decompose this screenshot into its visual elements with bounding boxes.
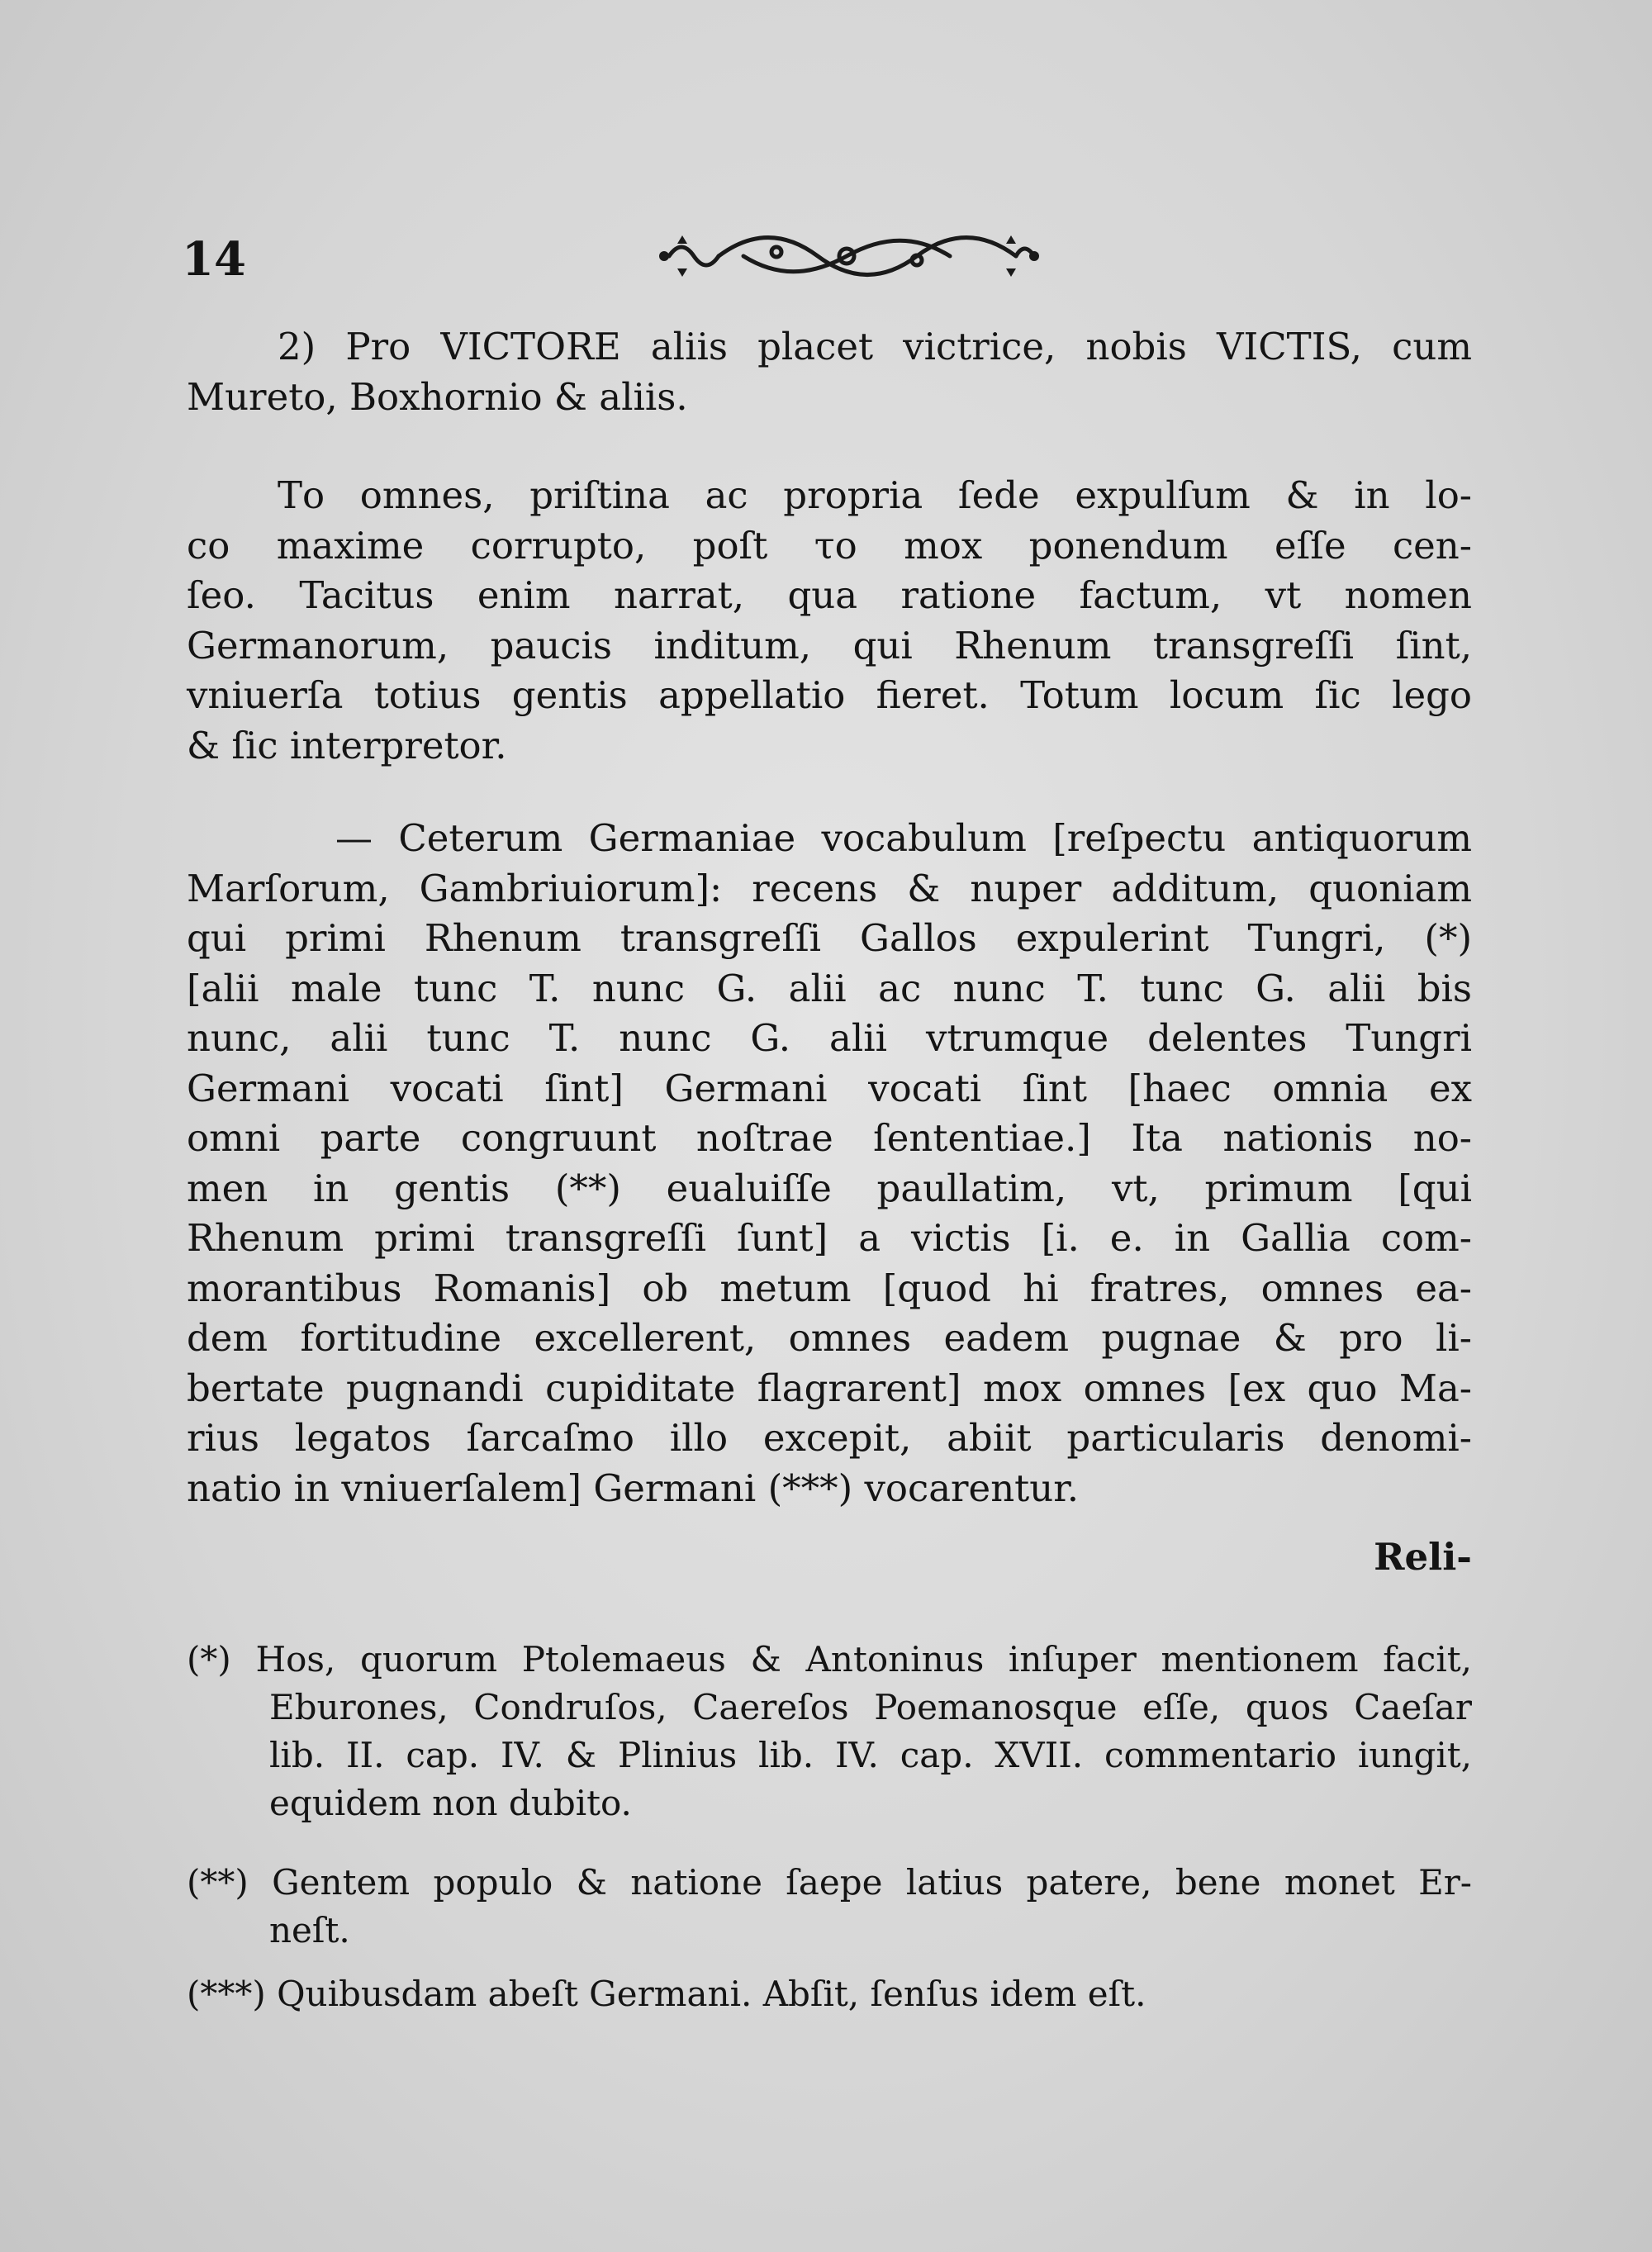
page-number: 14	[182, 232, 246, 287]
footnote-3	[187, 1970, 1472, 2018]
text-line: nunc, alii tunc T. nunc G. alii vtrumque delentes Tungri	[187, 1016, 1472, 1060]
paragraph-1	[187, 322, 1472, 422]
text-line: — Ceterum Germaniae vocabulum [reſpectu antiquorum	[335, 816, 1472, 860]
text-line: dem fortitudine excellerent, omnes eadem pugnae & pro li-	[187, 1316, 1472, 1360]
text-line: 2) Pro VICTORE aliis placet victrice, nobis VICTIS, cum	[278, 325, 1472, 368]
text-line: Germanorum, paucis inditum, qui Rhenum transgreſſi ſint,	[187, 623, 1472, 668]
footnote-2	[187, 1859, 1472, 1955]
text-line: bertate pugnandi cupiditate flagrarent] mox omnes [ex quo Ma-	[187, 1366, 1472, 1410]
text-line: qui primi Rhenum transgreſſi Gallos expulerint Tungri, (*)	[187, 916, 1472, 960]
text-line: co maxime corrupto, poſt το mox ponendum eſſe cen-	[187, 523, 1472, 568]
text-line: omni parte congruunt noſtrae ſententiae.] Ita nationis no-	[187, 1116, 1472, 1160]
page-header	[182, 227, 1470, 302]
text-line: Marſorum, Gambriuiorum]: recens & nuper additum, quoniam	[187, 866, 1472, 910]
text-line: Germani vocati ſint] Germani vocati ſint [haec omnia ex	[187, 1066, 1472, 1110]
decorative-flourish-icon	[653, 227, 1041, 285]
footnote-line: equidem non dubito.	[269, 1783, 632, 1823]
footnote-line: (*) Hos, quorum Ptolemaeus & Antoninus inſuper mentionem facit,	[187, 1639, 1472, 1679]
footnote-line: Eburones, Condruſos, Caereſos Poemanosque eſſe, quos Caeſar	[269, 1687, 1472, 1727]
text-line: Mureto, Boxhornio & aliis.	[187, 374, 688, 419]
text-line: men in gentis (**) eualuiſſe paullatim, vt, primum [qui	[187, 1166, 1472, 1210]
text-line: ſeo. Tacitus enim narrat, qua ratione factum, vt nomen	[187, 573, 1472, 617]
catchword: Reli-	[1374, 1535, 1472, 1579]
text-line: vniuerſa totius gentis appellatio fieret. Totum locum ſic lego	[187, 673, 1472, 717]
text-line: morantibus Romanis] ob metum [quod hi fratres, omnes ea-	[187, 1266, 1472, 1310]
text-line: rius legatos ſarcaſmo illo excepit, abiit particularis denomi-	[187, 1416, 1472, 1460]
footnote-line: (***) Quibusdam abeſt Germani. Abſit, ſenſus idem eſt.	[187, 1974, 1146, 2014]
footnote-line: neſt.	[269, 1910, 350, 1950]
text-line: [alii male tunc T. nunc G. alii ac nunc T. tunc G. alii bis	[187, 966, 1472, 1010]
text-line: Rhenum primi transgreſſi ſunt] a victis [i. e. in Gallia com-	[187, 1216, 1472, 1260]
text-line: natio in vniuerſalem] Germani (***) vocarentur.	[187, 1466, 1080, 1510]
footnote-line: lib. II. cap. IV. & Plinius lib. IV. cap. XVII. commentario iungit,	[269, 1735, 1472, 1775]
text-line: & ſic interpretor.	[187, 723, 507, 767]
text-line: Το omnes, priſtina ac propria ſede expulſum & in lo-	[278, 473, 1472, 517]
paragraph-2	[187, 471, 1472, 771]
paragraph-3	[187, 814, 1472, 1513]
footnote-line: (**) Gentem populo & natione ſaepe latius patere, bene monet Er-	[187, 1862, 1472, 1903]
footnote-1	[187, 1636, 1472, 1827]
